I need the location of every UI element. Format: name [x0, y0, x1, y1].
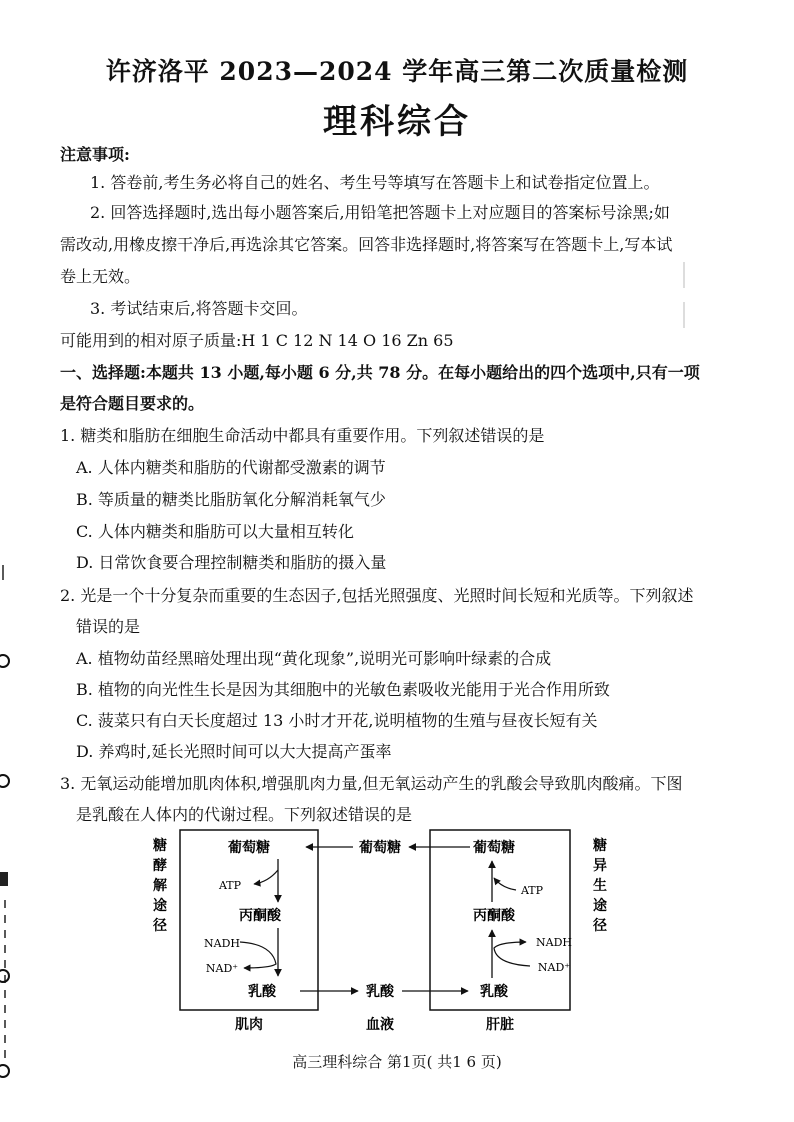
blood-caption: 血液 [366, 1017, 394, 1033]
liver-lactate: 乳酸 [480, 984, 508, 1000]
q1-option-b: B. 等质量的糖类比脂肪氧化分解消耗氧气少 [76, 490, 386, 509]
left-label-char: 糖 [153, 838, 167, 854]
liver-glucose: 葡萄糖 [473, 840, 515, 856]
right-label-char: 糖 [593, 838, 607, 854]
left-label-char: 酵 [153, 858, 167, 874]
note-item-2-line-2: 需改动,用橡皮擦干净后,再选涂其它答案。回答非选择题时,将答案写在答题卡上,写本试 [60, 235, 673, 254]
subject-title: 理科综合 [323, 102, 471, 142]
liver-nadh: NADH [536, 936, 572, 949]
note-item-3: 3. 考试结束后,将答题卡交回。 [90, 299, 308, 318]
atomic-masses: 可能用到的相对原子质量:H 1 C 12 N 14 O 16 Zn 65 [60, 331, 454, 350]
page-footer: 高三理科综合 第1页( 共1 6 页) [292, 1053, 502, 1071]
liver-pyruvate: 丙酮酸 [473, 908, 515, 924]
binding-margin-marks [0, 0, 20, 1122]
muscle-atp: ATP [218, 879, 242, 892]
liver-nad-nadh-arrow [494, 942, 530, 966]
blood-glucose: 葡萄糖 [359, 840, 401, 856]
muscle-atp-arrow [254, 870, 278, 884]
scan-artifact-lines [682, 262, 686, 332]
gluconeogenesis-pathway-label [592, 837, 607, 934]
q2-stem-line-2: 错误的是 [76, 617, 141, 636]
section-1-line-2: 是符合题目要求的。 [60, 394, 205, 413]
note-item-2-line-3: 卷上无效。 [60, 267, 141, 286]
q3-stem-line-1: 3. 无氧运动能增加肌肉体积,增强肌肉力量,但无氧运动产生的乳酸会导致肌肉酸痛。下图 [60, 774, 683, 793]
left-label-char: 途 [153, 898, 167, 914]
lactate-metabolism-diagram [140, 826, 620, 1036]
section-1-line-1: 一、选择题:本题共 13 小题,每小题 6 分,共 78 分。在每小题给出的四个选项中,只有一项 [60, 363, 700, 382]
muscle-lactate: 乳酸 [248, 984, 276, 1000]
liver-caption: 肝脏 [486, 1017, 514, 1033]
right-label-char: 生 [593, 878, 607, 894]
left-label-char: 解 [153, 878, 167, 894]
liver-nad: NAD⁺ [537, 961, 571, 974]
liver-atp-arrow [494, 878, 516, 890]
muscle-glucose: 葡萄糖 [228, 840, 270, 856]
muscle-nadh: NADH [204, 937, 240, 950]
q2-option-c: C. 菠菜只有白天长度超过 13 小时才开花,说明植物的生殖与昼夜长短有关 [76, 711, 598, 730]
notes-heading: 注意事项: [60, 145, 130, 164]
q2-stem-line-1: 2. 光是一个十分复杂而重要的生态因子,包括光照强度、光照时间长短和光质等。下列叙述 [60, 586, 694, 605]
note-item-1: 1. 答卷前,考生务必将自己的姓名、考生号等填写在答题卡上和试卷指定位置上。 [90, 173, 660, 192]
q1-option-d: D. 日常饮食要合理控制糖类和脂肪的摄入量 [76, 553, 387, 572]
q2-option-d: D. 养鸡时,延长光照时间可以大大提高产蛋率 [76, 742, 392, 761]
q1-option-c: C. 人体内糖类和脂肪可以大量相互转化 [76, 522, 354, 541]
muscle-nadh-nad-arrow [240, 942, 276, 968]
muscle-nad: NAD⁺ [205, 962, 239, 975]
right-label-char: 异 [593, 858, 607, 874]
q2-option-a: A. 植物幼苗经黑暗处理出现“黄化现象”,说明光可影响叶绿素的合成 [76, 649, 552, 668]
q1-stem: 1. 糖类和脂肪在细胞生命活动中都具有重要作用。下列叙述错误的是 [60, 426, 545, 445]
right-label-char: 径 [593, 918, 607, 934]
muscle-pyruvate: 丙酮酸 [239, 908, 281, 924]
muscle-caption: 肌肉 [235, 1017, 263, 1033]
glycolysis-pathway-label [152, 837, 168, 934]
left-label-char: 径 [153, 918, 167, 934]
note-item-2-line-1: 2. 回答选择题时,选出每小题答案后,用铅笔把答题卡上对应题目的答案标号涂黑;如 [90, 203, 670, 222]
q3-stem-line-2: 是乳酸在人体内的代谢过程。下列叙述错误的是 [76, 805, 413, 824]
exam-title: 许济洛平 2023—2024 学年高三第二次质量检测 [105, 57, 689, 86]
right-label-char: 途 [593, 898, 607, 914]
q1-option-a: A. 人体内糖类和脂肪的代谢都受激素的调节 [76, 458, 386, 477]
q2-option-b: B. 植物的向光性生长是因为其细胞中的光敏色素吸收光能用于光合作用所致 [76, 680, 610, 699]
liver-atp: ATP [520, 884, 544, 897]
blood-lactate: 乳酸 [366, 984, 394, 1000]
